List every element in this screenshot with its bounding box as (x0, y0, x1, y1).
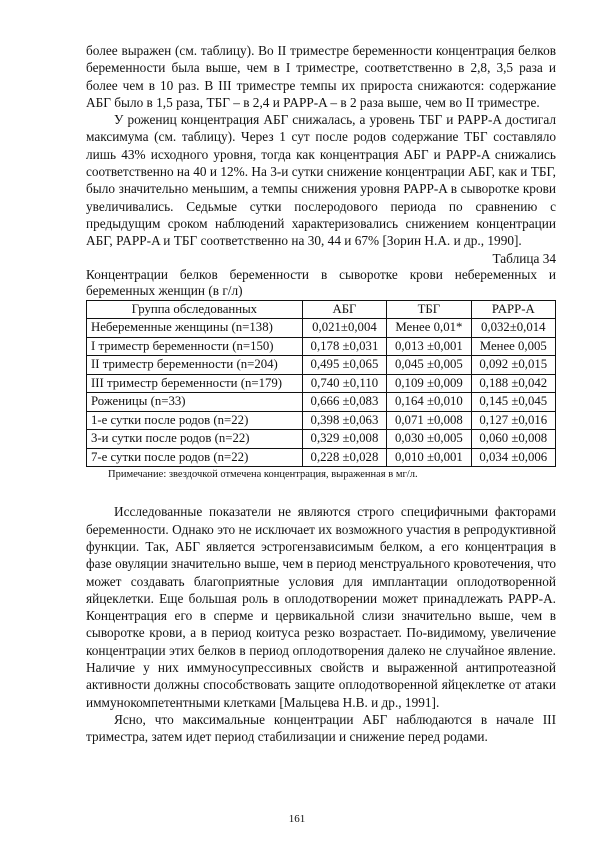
cell-abg: 0,329 ±0,008 (302, 430, 386, 449)
cell-tbg: 0,013 ±0,001 (387, 337, 471, 356)
table-caption: Концентрации белков беременности в сыворотке крови небеременных и беременных женщин (в г/л) (86, 266, 556, 299)
table-row (87, 411, 556, 430)
cell-group: 3-и сутки после родов (n=22) (87, 430, 303, 449)
table-number: Таблица 34 (492, 250, 556, 266)
cell-tbg: 0,109 ±0,009 (387, 374, 471, 393)
paragraph-4: Ясно, что максимальные концентрации АБГ наблюдаются в начале III триместра, затем идет период стабилизации и снижение перед родами. (86, 711, 556, 745)
table-row (87, 319, 556, 338)
table-note: Примечание: звездочкой отмечена концентрация, выраженная в мг/л. (108, 469, 418, 481)
cell-tbg: 0,164 ±0,010 (387, 393, 471, 412)
cell-abg: 0,228 ±0,028 (302, 448, 386, 467)
table-row (87, 356, 556, 375)
paragraph-1: более выражен (см. таблицу). Во II триместре беременности концентрация белков беременности была выше, чем в I триместре, соответственно в 2,8, 3,5 раза и более чем в 10 раз. В III триместре темпы их прироста снижаются: содержание АБГ было в 1,5 раза, ТБГ – в 2,4 и PAPP-A – в 2 раза выше, чем во II триместре. (86, 43, 556, 110)
cell-group: Роженицы (n=33) (87, 393, 303, 412)
cell-tbg: 0,045 ±0,005 (387, 356, 471, 375)
cell-group: 1-е сутки после родов (n=22) (87, 411, 303, 430)
data-table (86, 300, 556, 468)
cell-pappa: 0,145 ±0,045 (471, 393, 555, 412)
table-row (87, 393, 556, 412)
cell-pappa: 0,060 ±0,008 (471, 430, 555, 449)
header-abg: АБГ (302, 300, 386, 319)
cell-group: 7-е сутки после родов (n=22) (87, 448, 303, 467)
cell-group: II триместр беременности (n=204) (87, 356, 303, 375)
header-group: Группа обследованных (87, 300, 303, 319)
cell-abg: 0,021±0,004 (302, 319, 386, 338)
cell-tbg: 0,030 ±0,005 (387, 430, 471, 449)
cell-group: I триместр беременности (n=150) (87, 337, 303, 356)
cell-pappa: 0,188 ±0,042 (471, 374, 555, 393)
spacer (86, 481, 556, 503)
cell-pappa: 0,092 ±0,015 (471, 356, 555, 375)
cell-pappa: Менее 0,005 (471, 337, 555, 356)
table-row (87, 430, 556, 449)
cell-pappa: 0,034 ±0,006 (471, 448, 555, 467)
cell-pappa: 0,032±0,014 (471, 319, 555, 338)
page-number: 161 (288, 813, 306, 825)
table-row (87, 374, 556, 393)
table-header-row (87, 300, 556, 319)
cell-group: III триместр беременности (n=179) (87, 374, 303, 393)
cell-abg: 0,398 ±0,063 (302, 411, 386, 430)
page-content (86, 42, 556, 746)
cell-tbg: Менее 0,01* (387, 319, 471, 338)
cell-abg: 0,740 ±0,110 (302, 374, 386, 393)
paragraph-2: У рожениц концентрация АБГ снижалась, а уровень ТБГ и PAPP-A достигал максимума (см. таблицу). Через 1 сут после родов содержание ТБГ составляло лишь 43% исходного уровня, тогда как концентрация АБГ и PAPP-A снижались соответственно на 40 и 12%. На 3-и сутки снижение концентрации АБГ, как и ТБГ, было значительно меньшим, а темпы снижения уровня PAPP-A в сыворотке крови увеличивались. Седьмые сутки послеродового периода по сравнению с предыдущим сроком наблюдений характеризовались снижением концентрации АБГ, PAPP-A и ТБГ соответственно на 30, 44 и 67% [Зорин Н.А. и др., 1990]. (86, 112, 556, 249)
cell-abg: 0,178 ±0,031 (302, 337, 386, 356)
cell-tbg: 0,071 ±0,008 (387, 411, 471, 430)
paragraph-3: Исследованные показатели не являются строго специфичными факторами беременности. Однако это не исключает их возможного участия в репродуктивной функции. Так, АБГ является эстрогензависимым белком, а его концентрация в фазе овуляции значительно выше, чем в период менструального кровотечения, что может создавать благоприятные условия для имплантации оплодотворенной яйцеклетки. Еще большая роль в оплодотворении может принадлежать PAPP-A. Концентрация его в сперме и цервикальной слизи значительно выше, чем в сыворотке крови, а в период коитуса резко возрастает. По-видимому, увеличение концентрации этих белков в период оплодотворения далеко не случайное явление. Наличие у них иммуносупрессивных свойств и выраженной антипротеазной активности должны способствовать защите оплодотворенной яйцеклетке от атаки иммунокомпетентными клетками [Мальцева Н.В. и др., 1991]. (86, 504, 556, 710)
table-row (87, 337, 556, 356)
cell-pappa: 0,127 ±0,016 (471, 411, 555, 430)
table-row (87, 448, 556, 467)
header-tbg: ТБГ (387, 300, 471, 319)
cell-abg: 0,495 ±0,065 (302, 356, 386, 375)
cell-abg: 0,666 ±0,083 (302, 393, 386, 412)
cell-tbg: 0,010 ±0,001 (387, 448, 471, 467)
cell-group: Небеременные женщины (n=138) (87, 319, 303, 338)
header-pappa: PAPP-A (471, 300, 555, 319)
